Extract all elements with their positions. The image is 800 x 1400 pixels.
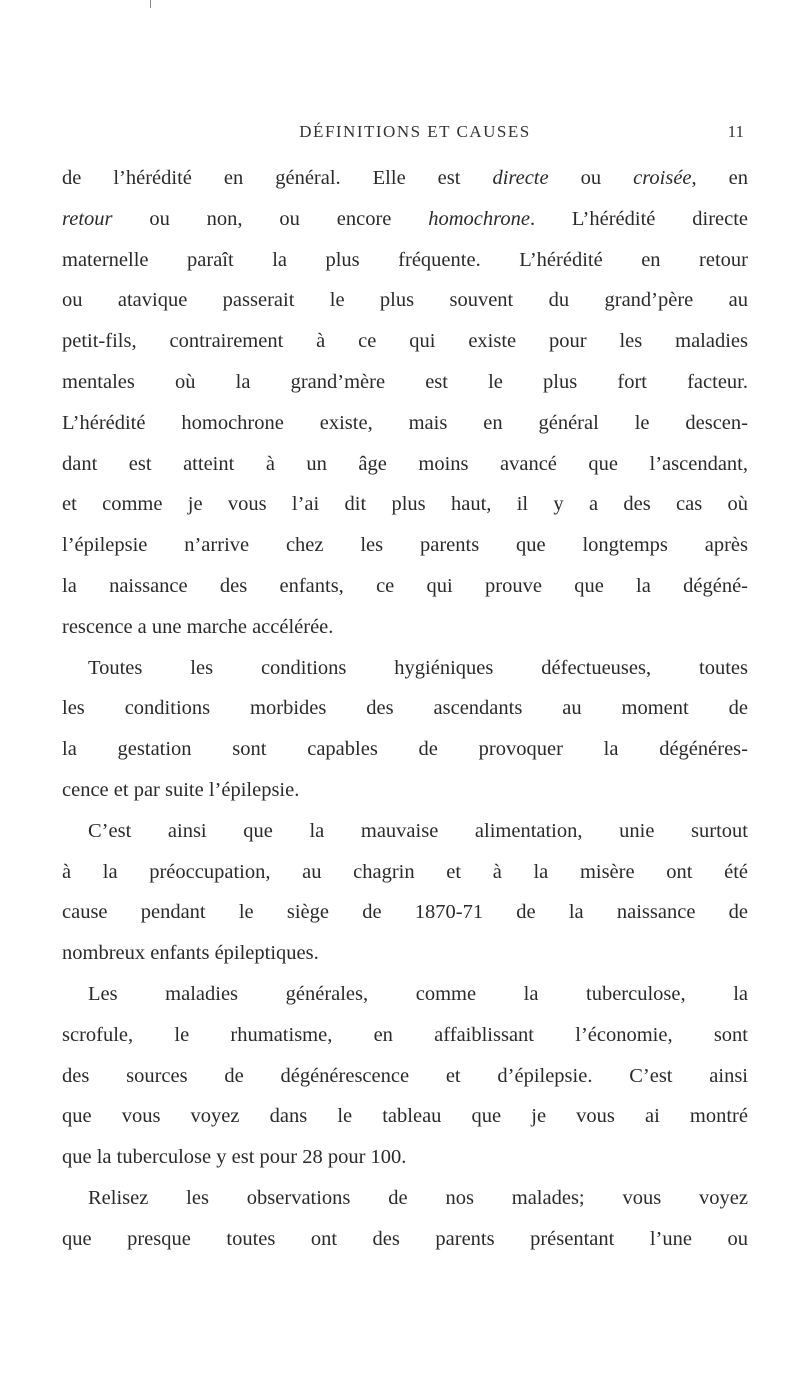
text-run: les conditions morbides des ascendants au moment de [62, 697, 748, 720]
text-line [62, 525, 748, 566]
text-run: rescence a une marche accélérée. [62, 615, 334, 638]
text-run: de l’hérédité en général. Elle est [62, 167, 493, 189]
text-line [62, 770, 748, 811]
text-line [62, 362, 748, 403]
text-run: . L’hérédité directe [529, 207, 749, 230]
text-line [62, 974, 748, 1015]
body-text [62, 158, 748, 1260]
text-line [62, 1219, 748, 1260]
text-line [62, 484, 748, 525]
text-run: Relisez les observations de nos malades; vous voyez [88, 1186, 748, 1209]
text-line [62, 1096, 748, 1137]
text-line [62, 648, 748, 689]
text-line [62, 688, 748, 729]
italic-term: homochrone [428, 207, 530, 230]
text-line [62, 729, 748, 770]
text-line [62, 811, 748, 852]
text-line [62, 1137, 748, 1178]
page-number: 11 [727, 122, 744, 141]
text-run: à la préoccupation, au chagrin et à la misère ont été [62, 860, 748, 883]
text-line [62, 607, 748, 648]
text-line [62, 158, 748, 199]
text-run: nombreux enfants épileptiques. [62, 942, 319, 965]
text-line [62, 1178, 748, 1219]
text-line [62, 566, 748, 607]
text-line [62, 199, 748, 240]
page-corner-mark [150, 0, 155, 8]
text-run: des sources de dégénérescence et d’épilepsie. C’est ainsi [62, 1064, 748, 1087]
text-run: que vous voyez dans le tableau que je vous ai montré [62, 1105, 748, 1128]
text-line [62, 1056, 748, 1097]
text-run: L’hérédité homochrone existe, mais en général le descen- [62, 411, 748, 434]
italic-term: directe [492, 167, 549, 189]
text-run: cause pendant le siège de 1870-71 de la naissance de [62, 901, 748, 924]
text-run: cence et par suite l’épilepsie. [62, 778, 300, 801]
text-line [62, 444, 748, 485]
text-line [62, 280, 748, 321]
text-line [62, 892, 748, 933]
text-run: la gestation sont capables de provoquer la dégénéres- [62, 738, 748, 761]
text-run: , en [691, 167, 748, 189]
text-run: l’épilepsie n’arrive chez les parents que longtemps après [62, 534, 748, 557]
text-line [62, 1015, 748, 1056]
text-run: la naissance des enfants, ce qui prouve que la dégéné- [62, 574, 748, 597]
text-line [62, 933, 748, 974]
text-run: scrofule, le rhumatisme, en affaiblissant l’économie, sont [62, 1023, 748, 1046]
text-run: C’est ainsi que la mauvaise alimentation, unie surtout [88, 819, 748, 842]
text-run: ou non, ou encore [112, 207, 429, 230]
text-run: Les maladies générales, comme la tuberculose, la [88, 982, 748, 1005]
text-line [62, 240, 748, 281]
text-run: petit-fils, contrairement à ce qui existe pour les maladies [62, 330, 748, 353]
text-run: ou [548, 167, 634, 189]
text-line [62, 403, 748, 444]
text-run: dant est atteint à un âge moins avancé que l’ascendant, [62, 452, 748, 475]
text-line [62, 852, 748, 893]
running-header [0, 122, 800, 144]
text-run: et comme je vous l’ai dit plus haut, il y a des cas où [62, 493, 748, 516]
text-run: maternelle paraît la plus fréquente. L’hérédité en retour [62, 248, 748, 271]
text-run: Toutes les conditions hygiéniques défectueuses, toutes [88, 656, 748, 679]
text-run: ou atavique passerait le plus souvent du grand’père au [62, 289, 748, 312]
running-header-title: DÉFINITIONS ET CAUSES [299, 122, 531, 141]
italic-term: croisée [633, 167, 692, 189]
italic-term: retour [62, 207, 113, 230]
text-line [62, 321, 748, 362]
text-run: mentales où la grand’mère est le plus fort facteur. [62, 370, 748, 393]
text-run: que la tuberculose y est pour 28 pour 100. [62, 1146, 407, 1169]
text-run: que presque toutes ont des parents présentant l’une ou [62, 1227, 748, 1250]
